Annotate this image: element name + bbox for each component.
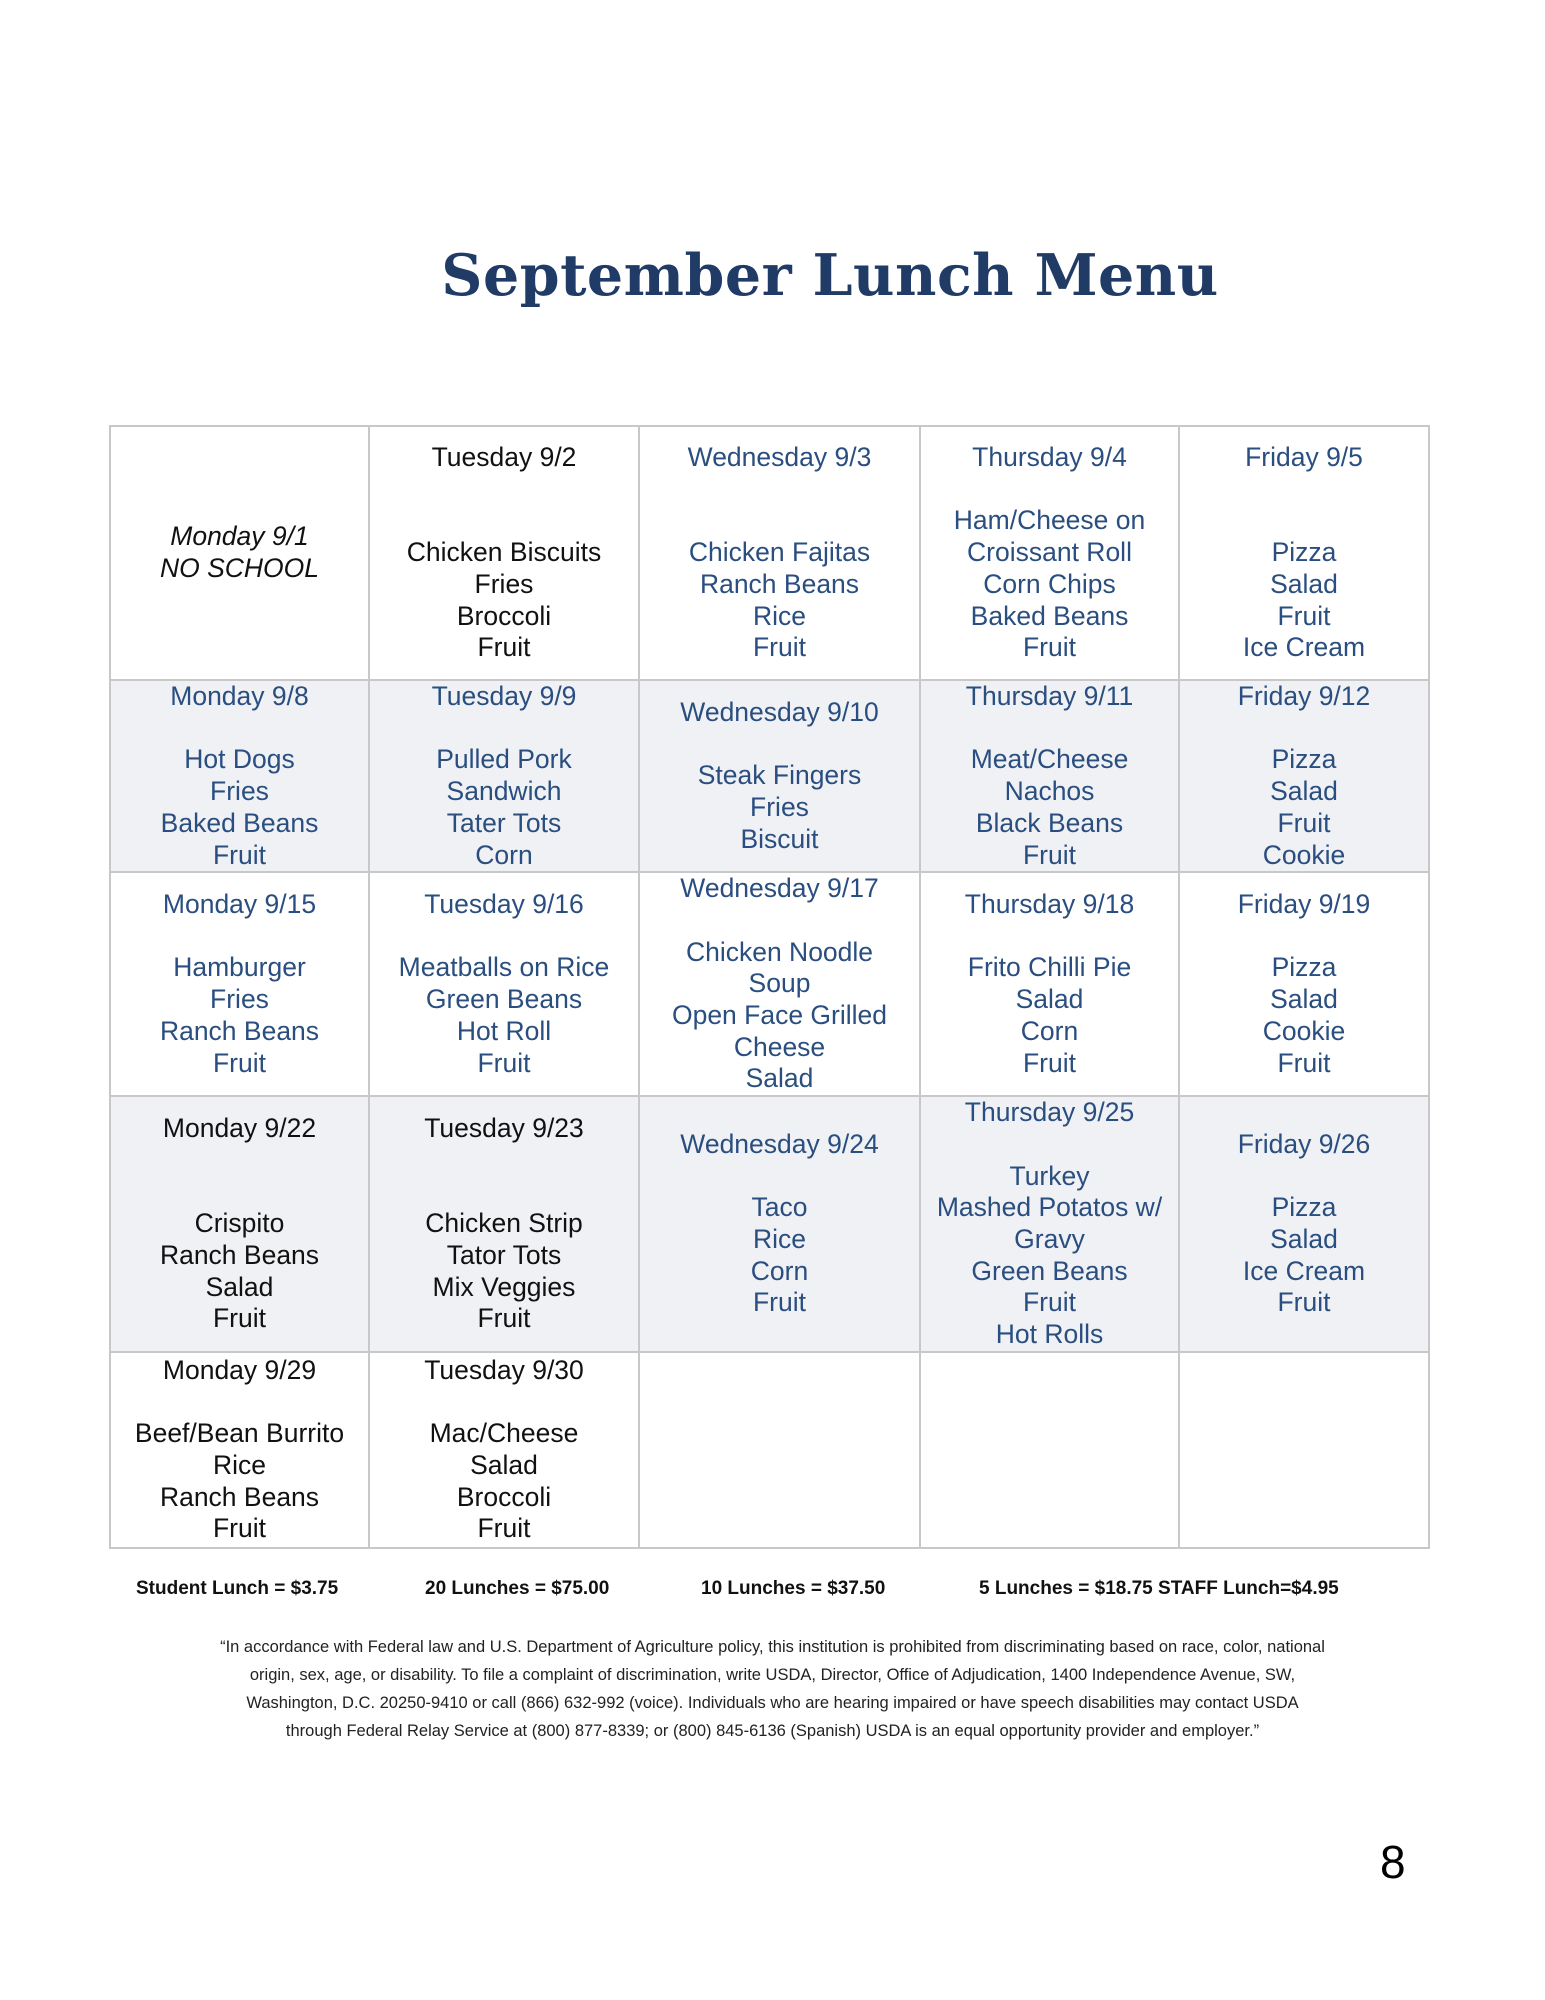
- cell-item: Fruit: [1023, 1287, 1076, 1318]
- cell-item: Green Beans: [971, 1255, 1128, 1286]
- cell-item: Corn: [475, 839, 533, 870]
- cell-item: Fruit: [1277, 1287, 1331, 1318]
- cell-item: Taco: [751, 1192, 808, 1223]
- menu-cell-monday-9-1: [110, 426, 369, 680]
- cell-item: Salad: [1270, 776, 1338, 807]
- price-list: [0, 1578, 1545, 1608]
- week-row: [110, 1352, 1429, 1548]
- menu-cell-wednesday-9-24: [639, 1096, 920, 1352]
- cell-date: Tuesday 9/30: [424, 1354, 584, 1385]
- cell-item: Green Beans: [425, 984, 583, 1015]
- cell-item: Biscuit: [740, 823, 819, 854]
- cell-item: Salad: [1270, 984, 1338, 1015]
- cell-item: Pizza: [1271, 537, 1337, 568]
- notice-line: Washington, D.C. 20250-9410 or call (866) 632-992 (voice). Individuals who are hearing impaired or have speech disabilities may contact USDA: [246, 1694, 1299, 1712]
- menu-cell-tuesday-9-16: [369, 872, 639, 1096]
- menu-cell-wednesday-9-3: [639, 426, 920, 680]
- cell-item: Baked Beans: [160, 807, 319, 838]
- twenty-lunches-price: 20 Lunches = $75.00: [425, 1578, 610, 1599]
- cell-date: Thursday 9/11: [965, 681, 1134, 711]
- cell-item: Broccoli: [456, 600, 552, 631]
- cell-item: Cookie: [1262, 1015, 1346, 1046]
- cell-item: Pizza: [1271, 1192, 1337, 1223]
- cell-item: Cookie: [1262, 839, 1346, 870]
- menu-cell-wednesday-9-17: [639, 872, 920, 1096]
- menu-cell-thursday-9-18: [920, 872, 1179, 1096]
- cell-item: Fruit: [477, 1047, 531, 1078]
- five-lunches-staff-price: 5 Lunches = $18.75 STAFF Lunch=$4.95: [979, 1578, 1339, 1599]
- menu-cell-thursday-9-4: [920, 426, 1179, 680]
- cell-date: Tuesday 9/23: [424, 1113, 584, 1144]
- cell-item: Salad: [1270, 568, 1338, 599]
- ten-lunches-price: 10 Lunches = $37.50: [701, 1578, 886, 1599]
- cell-date: Wednesday 9/10: [680, 696, 879, 727]
- cell-item: Fruit: [213, 839, 266, 870]
- week-row: [110, 872, 1429, 1096]
- cell-item: Baked Beans: [970, 600, 1129, 631]
- cell-item: Salad: [470, 1449, 538, 1480]
- menu-cell-wednesday-9-10: [639, 680, 920, 872]
- menu-cell-thursday-9-11: [920, 680, 1179, 872]
- menu-cell-monday-9-22: [110, 1096, 369, 1352]
- cell-item: Open Face Grilled: [671, 1000, 888, 1031]
- cell-item: Gravy: [1014, 1224, 1085, 1254]
- cell-item: Chicken Noodle: [685, 936, 874, 967]
- cell-item: Fruit: [753, 632, 806, 663]
- week-row: [110, 680, 1429, 872]
- menu-cell-monday-9-29: [110, 1352, 369, 1548]
- cell-date: Wednesday 9/17: [680, 873, 879, 904]
- cell-item: Fruit: [1023, 839, 1076, 870]
- cell-item: Ice Cream: [1242, 632, 1366, 663]
- cell-item: Salad: [205, 1271, 274, 1302]
- cell-item: Cheese: [733, 1031, 826, 1062]
- cell-item: Black Beans: [975, 807, 1124, 838]
- menu-cell-friday-9-26: [1179, 1096, 1429, 1352]
- cell-item: Ranch Beans: [159, 1481, 320, 1512]
- cell-item: Corn: [1020, 1015, 1079, 1046]
- notice-line: through Federal Relay Service at (800) 877-8339; or (800) 845-6136 (Spanish) USDA is an equal opportunity provider and employer.”: [285, 1722, 1260, 1740]
- cell-item: Fries: [750, 791, 809, 822]
- cell-item: Chicken Fajitas: [688, 537, 871, 568]
- week-row: [110, 1096, 1429, 1352]
- cell-item: Croissant Roll: [967, 537, 1132, 568]
- cell-item: Corn: [750, 1255, 809, 1286]
- cell-item: Salad: [1270, 1224, 1338, 1254]
- menu-cell-tuesday-9-9: [369, 680, 639, 872]
- cell-item: Fries: [210, 776, 269, 807]
- cell-item: Meat/Cheese: [970, 744, 1129, 775]
- cell-date: Friday 9/19: [1237, 889, 1371, 920]
- usda-nondiscrimination-notice: [110, 1633, 1435, 1745]
- cell-item: Rice: [752, 600, 806, 631]
- cell-item: Fruit: [1023, 1047, 1076, 1078]
- menu-cell-tuesday-9-2: [369, 426, 639, 680]
- cell-item: Fries: [210, 984, 269, 1015]
- cell-date: Friday 9/26: [1237, 1128, 1371, 1159]
- cell-item: Fruit: [213, 1303, 266, 1334]
- cell-date: Monday 9/8: [170, 681, 309, 711]
- cell-item: Meatballs on Rice: [398, 952, 610, 983]
- menu-cell-friday-9-5: [1179, 426, 1429, 680]
- cell-item: Pizza: [1271, 952, 1337, 983]
- cell-item: Mac/Cheese: [429, 1418, 579, 1449]
- cell-item: Nachos: [1004, 776, 1095, 807]
- cell-item: Soup: [748, 968, 811, 999]
- notice-line: origin, sex, age, or disability. To file a complaint of discrimination, write USDA, Director, Office of Adjudication, 1400 Independence Avenue, SW,: [249, 1666, 1296, 1684]
- student-lunch-price: Student Lunch = $3.75: [136, 1578, 339, 1599]
- cell-item: Hot Roll: [456, 1015, 552, 1046]
- menu-cell-tuesday-9-23: [369, 1096, 639, 1352]
- cell-item: Fruit: [753, 1287, 806, 1318]
- cell-item: Ranch Beans: [159, 1015, 320, 1046]
- cell-date: Wednesday 9/24: [680, 1128, 879, 1159]
- cell-item: Fruit: [477, 1513, 531, 1544]
- cell-item: Tater Tots: [446, 807, 562, 838]
- cell-item: Chicken Biscuits: [406, 537, 602, 568]
- cell-date: Friday 9/12: [1237, 681, 1371, 711]
- cell-item: Fruit: [1277, 807, 1331, 838]
- cell-item: Ranch Beans: [699, 568, 860, 599]
- cell-date: Monday 9/29: [162, 1354, 317, 1385]
- cell-item: Steak Fingers: [697, 760, 862, 791]
- cell-item: Frito Chilli Pie: [967, 952, 1132, 983]
- cell-item: Rice: [752, 1224, 806, 1254]
- cell-item: Ranch Beans: [159, 1239, 320, 1270]
- page-title: September Lunch Menu: [441, 242, 1219, 309]
- cell-item: Pizza: [1271, 744, 1337, 775]
- cell-item: Hot Dogs: [184, 744, 295, 775]
- menu-cell-tuesday-9-30: [369, 1352, 639, 1548]
- cell-item: Fries: [474, 568, 534, 599]
- cell-item: Turkey: [1009, 1160, 1090, 1191]
- cell-item: NO SCHOOL: [159, 553, 320, 583]
- cell-item: Hot Rolls: [995, 1319, 1104, 1350]
- cell-item: Fruit: [213, 1513, 266, 1544]
- menu-cell-thursday-9-25: [920, 1096, 1179, 1352]
- menu-cell-empty: [920, 1352, 1179, 1548]
- menu-cell-monday-9-15: [110, 872, 369, 1096]
- cell-item: Mashed Potatos w/: [936, 1192, 1163, 1223]
- cell-date: Thursday 9/25: [964, 1097, 1135, 1128]
- cell-date: Tuesday 9/2: [431, 442, 577, 473]
- cell-item: Rice: [212, 1449, 266, 1480]
- cell-item: Mix Veggies: [432, 1271, 576, 1302]
- cell-date: Friday 9/5: [1245, 442, 1363, 473]
- cell-date: Monday 9/1: [170, 521, 309, 552]
- cell-item: Fruit: [1277, 1047, 1331, 1078]
- cell-date: Monday 9/22: [162, 1113, 317, 1144]
- menu-cell-friday-9-12: [1179, 680, 1429, 872]
- menu-cell-monday-9-8: [110, 680, 369, 872]
- cell-date: Wednesday 9/3: [687, 442, 872, 473]
- cell-item: Fruit: [477, 632, 531, 663]
- cell-item: Corn Chips: [983, 568, 1116, 599]
- cell-item: Fruit: [1023, 632, 1076, 663]
- cell-item: Crispito: [194, 1208, 285, 1239]
- cell-item: Pulled Pork: [436, 744, 572, 775]
- cell-item: Fruit: [1277, 600, 1331, 631]
- week-row: [110, 426, 1429, 680]
- cell-item: Ice Cream: [1242, 1255, 1366, 1286]
- cell-date: Thursday 9/18: [964, 889, 1135, 920]
- notice-line: “In accordance with Federal law and U.S. Department of Agriculture policy, this institution is prohibited from discriminating based on race, color, national: [220, 1638, 1325, 1656]
- menu-cell-empty: [639, 1352, 920, 1548]
- cell-item: Broccoli: [456, 1481, 552, 1512]
- menu-cell-friday-9-19: [1179, 872, 1429, 1096]
- cell-date: Monday 9/15: [162, 889, 317, 920]
- menu-cell-empty: [1179, 1352, 1429, 1548]
- cell-item: Salad: [745, 1063, 814, 1094]
- cell-date: Tuesday 9/9: [431, 681, 577, 711]
- cell-item: Fruit: [213, 1047, 266, 1078]
- cell-item: Beef/Bean Burrito: [134, 1418, 345, 1449]
- cell-date: Tuesday 9/16: [424, 889, 584, 920]
- cell-item: Sandwich: [446, 776, 562, 807]
- cell-item: Hamburger: [173, 952, 306, 983]
- cell-date: Thursday 9/4: [972, 442, 1127, 473]
- cell-item: Fruit: [477, 1303, 531, 1334]
- lunch-menu-table: [109, 425, 1430, 1549]
- cell-item: Tator Tots: [446, 1239, 562, 1270]
- cell-item: Chicken Strip: [425, 1208, 583, 1239]
- page-number: 8: [1380, 1836, 1406, 1888]
- cell-item: Salad: [1015, 984, 1084, 1015]
- cell-item: Ham/Cheese on: [953, 505, 1146, 536]
